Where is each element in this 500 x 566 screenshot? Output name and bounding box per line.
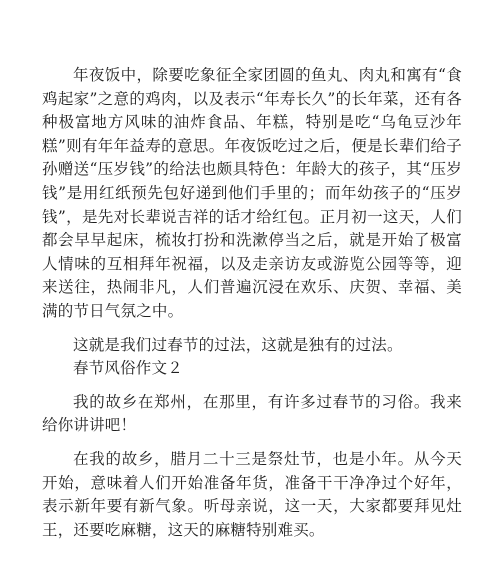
paragraph-kitchen-god-festival: 在我的故乡，腊月二十三是祭灶节，也是小年。从今天开始，意味着人们开始准备年货，准备干干净净过个好年，表示新年要有新气象。听母亲说，这一天，大家都要拜见灶王，还要吃麻糖，这天的麻糖特别难买。 bbox=[42, 449, 462, 539]
paragraph-summary: 这就是我们过春节的过法，这就是独有的过法。 bbox=[73, 335, 403, 354]
section-heading: 春节风俗作文２ bbox=[73, 359, 183, 378]
paragraph-new-year-dinner: 年夜饭中，除要吃象征全家团圆的鱼丸、肉丸和寓有“食鸡起家”之意的鸡肉，以及表示“年寿长久”的长年菜，还有各种极富地方风味的油炸食品、年糕，特别是吃“乌龟豆沙年糕”则有年年益寿的意思。年夜饭吃过之后，便是长辈们给子孙赠送“压岁钱”的给法也颇具特色：年龄大的孩子，其“压岁钱”是用红纸预先包好递到他们手里的；而年幼孩子的“压岁钱”，是先对长辈说吉祥的话才给红包。正月初一这天，人们都会早早起床，梳妆打扮和洗漱停当之后，就是开始了极富人情味的互相拜年祝福，以及走亲访友或游览公园等等，迎来送往，热闹非凡，人们普遍沉浸在欢乐、庆贺、幸福、美满的节日气氛之中。 bbox=[42, 66, 462, 320]
paragraph-hometown-intro: 我的故乡在郑州，在那里，有许多过春节的习俗。我来给你讲讲吧！ bbox=[42, 392, 462, 435]
document-body bbox=[42, 64, 462, 542]
